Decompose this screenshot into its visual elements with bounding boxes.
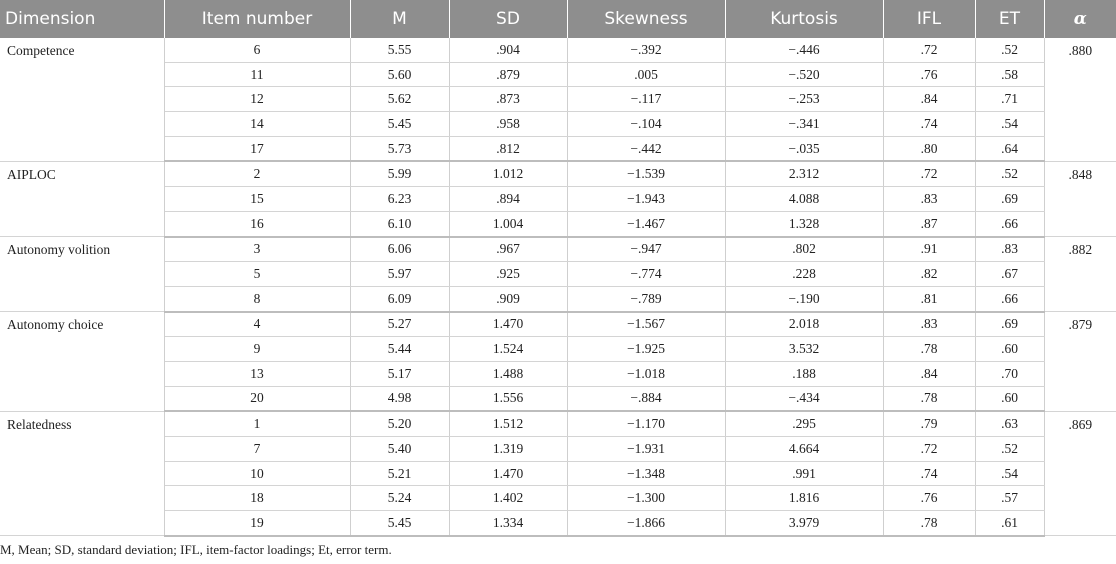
item-number-cell: 17 [164,136,350,161]
sd-cell: .879 [449,62,567,87]
item-number-cell: 2 [164,161,350,186]
et-cell: .57 [975,486,1044,511]
et-cell: .54 [975,461,1044,486]
et-cell: .69 [975,312,1044,337]
ifl-cell: .80 [883,136,975,161]
table-row [0,411,1116,436]
item-number-cell: 13 [164,361,350,386]
table-row [0,87,1116,112]
header-ifl: IFL [883,0,975,38]
et-cell: .61 [975,511,1044,536]
sd-cell: 1.012 [449,161,567,186]
ifl-cell: .82 [883,262,975,287]
ifl-cell: .81 [883,286,975,311]
kurtosis-cell: −.434 [725,386,883,411]
kurtosis-cell: −.190 [725,286,883,311]
sd-cell: .873 [449,87,567,112]
kurtosis-cell: −.520 [725,62,883,87]
table-row [0,312,1116,337]
item-number-cell: 11 [164,62,350,87]
ifl-cell: .83 [883,187,975,212]
kurtosis-cell: .991 [725,461,883,486]
et-cell: .66 [975,286,1044,311]
ifl-cell: .78 [883,386,975,411]
table-row [0,187,1116,212]
table-row [0,286,1116,311]
ifl-cell: .74 [883,112,975,137]
ifl-cell: .83 [883,312,975,337]
sd-cell: 1.334 [449,511,567,536]
skewness-cell: −1.467 [567,211,725,236]
kurtosis-cell: 1.816 [725,486,883,511]
mean-cell: 5.73 [350,136,449,161]
kurtosis-cell: .188 [725,361,883,386]
kurtosis-cell: 4.664 [725,437,883,462]
ifl-cell: .72 [883,437,975,462]
table-row [0,161,1116,186]
mean-cell: 5.55 [350,38,449,62]
sd-cell: .909 [449,286,567,311]
dimension-cell: Autonomy volition [0,237,164,312]
skewness-cell: −1.866 [567,511,725,536]
table-row [0,337,1116,362]
item-number-cell: 1 [164,411,350,436]
table-row [0,211,1116,236]
sd-cell: .958 [449,112,567,137]
skewness-cell: −.117 [567,87,725,112]
item-number-cell: 4 [164,312,350,337]
mean-cell: 4.98 [350,386,449,411]
header-et: ET [975,0,1044,38]
sd-cell: 1.470 [449,461,567,486]
skewness-cell: −1.018 [567,361,725,386]
item-number-cell: 9 [164,337,350,362]
mean-cell: 6.23 [350,187,449,212]
sd-cell: .967 [449,237,567,262]
mean-cell: 5.62 [350,87,449,112]
sd-cell: 1.488 [449,361,567,386]
item-number-cell: 3 [164,237,350,262]
item-number-cell: 8 [164,286,350,311]
kurtosis-cell: .802 [725,237,883,262]
ifl-cell: .91 [883,237,975,262]
kurtosis-cell: −.253 [725,87,883,112]
kurtosis-cell: −.035 [725,136,883,161]
et-cell: .64 [975,136,1044,161]
item-number-cell: 5 [164,262,350,287]
ifl-cell: .78 [883,511,975,536]
dimension-cell: Autonomy choice [0,312,164,412]
table-row [0,486,1116,511]
mean-cell: 5.17 [350,361,449,386]
kurtosis-cell: 4.088 [725,187,883,212]
skewness-cell: −1.925 [567,337,725,362]
item-number-cell: 15 [164,187,350,212]
sd-cell: 1.004 [449,211,567,236]
ifl-cell: .72 [883,38,975,62]
et-cell: .71 [975,87,1044,112]
kurtosis-cell: .295 [725,411,883,436]
dimension-cell: AIPLOC [0,161,164,236]
kurtosis-cell: 2.312 [725,161,883,186]
skewness-cell: −1.348 [567,461,725,486]
dimension-cell: Competence [0,38,164,161]
et-cell: .70 [975,361,1044,386]
item-number-cell: 20 [164,386,350,411]
dimension-cell: Relatedness [0,411,164,535]
et-cell: .69 [975,187,1044,212]
skewness-cell: −.789 [567,286,725,311]
header-item-number: Item number [164,0,350,38]
sd-cell: 1.402 [449,486,567,511]
sd-cell: .894 [449,187,567,212]
sd-cell: .904 [449,38,567,62]
skewness-cell: .005 [567,62,725,87]
skewness-cell: −.392 [567,38,725,62]
mean-cell: 5.99 [350,161,449,186]
et-cell: .58 [975,62,1044,87]
item-number-cell: 7 [164,437,350,462]
skewness-cell: −1.567 [567,312,725,337]
skewness-cell: −.774 [567,262,725,287]
mean-cell: 5.60 [350,62,449,87]
ifl-cell: .76 [883,486,975,511]
skewness-cell: −1.931 [567,437,725,462]
ifl-cell: .76 [883,62,975,87]
table-row [0,38,1116,62]
et-cell: .63 [975,411,1044,436]
et-cell: .60 [975,386,1044,411]
kurtosis-cell: −.341 [725,112,883,137]
item-number-cell: 18 [164,486,350,511]
kurtosis-cell: 2.018 [725,312,883,337]
table-row [0,62,1116,87]
item-number-cell: 14 [164,112,350,137]
kurtosis-cell: .228 [725,262,883,287]
kurtosis-cell: −.446 [725,38,883,62]
sd-cell: 1.470 [449,312,567,337]
skewness-cell: −1.539 [567,161,725,186]
mean-cell: 5.40 [350,437,449,462]
alpha-cell: .880 [1044,38,1116,161]
header-kurtosis: Kurtosis [725,0,883,38]
header-sd: SD [449,0,567,38]
sd-cell: 1.512 [449,411,567,436]
et-cell: .52 [975,161,1044,186]
alpha-cell: .879 [1044,312,1116,412]
table-row [0,262,1116,287]
et-cell: .66 [975,211,1044,236]
mean-cell: 6.06 [350,237,449,262]
mean-cell: 5.20 [350,411,449,436]
mean-cell: 5.45 [350,511,449,536]
et-cell: .52 [975,437,1044,462]
skewness-cell: −1.170 [567,411,725,436]
item-number-cell: 6 [164,38,350,62]
table-row [0,237,1116,262]
table-row [0,461,1116,486]
mean-cell: 6.10 [350,211,449,236]
table-row [0,361,1116,386]
et-cell: .83 [975,237,1044,262]
header-row [0,0,1116,38]
kurtosis-cell: 3.979 [725,511,883,536]
header-dimension: Dimension [0,0,164,38]
mean-cell: 6.09 [350,286,449,311]
sd-cell: 1.319 [449,437,567,462]
sd-cell: .812 [449,136,567,161]
header-alpha: α [1044,0,1116,38]
skewness-cell: −1.943 [567,187,725,212]
ifl-cell: .84 [883,361,975,386]
mean-cell: 5.97 [350,262,449,287]
table-row [0,437,1116,462]
kurtosis-cell: 1.328 [725,211,883,236]
header-skewness: Skewness [567,0,725,38]
et-cell: .67 [975,262,1044,287]
ifl-cell: .74 [883,461,975,486]
alpha-cell: .869 [1044,411,1116,535]
skewness-cell: −.947 [567,237,725,262]
mean-cell: 5.44 [350,337,449,362]
table-row [0,386,1116,411]
alpha-cell: .882 [1044,237,1116,312]
table-body [0,38,1116,536]
mean-cell: 5.27 [350,312,449,337]
skewness-cell: −.442 [567,136,725,161]
ifl-cell: .79 [883,411,975,436]
mean-cell: 5.45 [350,112,449,137]
table-row [0,511,1116,536]
sd-cell: .925 [449,262,567,287]
et-cell: .54 [975,112,1044,137]
item-number-cell: 12 [164,87,350,112]
item-number-cell: 16 [164,211,350,236]
ifl-cell: .72 [883,161,975,186]
item-number-cell: 19 [164,511,350,536]
table-row [0,136,1116,161]
et-cell: .52 [975,38,1044,62]
header-mean: M [350,0,449,38]
skewness-cell: −.104 [567,112,725,137]
et-cell: .60 [975,337,1044,362]
alpha-cell: .848 [1044,161,1116,236]
table-row [0,112,1116,137]
skewness-cell: −1.300 [567,486,725,511]
sd-cell: 1.524 [449,337,567,362]
mean-cell: 5.24 [350,486,449,511]
sd-cell: 1.556 [449,386,567,411]
ifl-cell: .84 [883,87,975,112]
kurtosis-cell: 3.532 [725,337,883,362]
ifl-cell: .87 [883,211,975,236]
ifl-cell: .78 [883,337,975,362]
table-footnote: M, Mean; SD, standard deviation; IFL, item-factor loadings; Et, error term. [0,542,392,557]
skewness-cell: −.884 [567,386,725,411]
item-number-cell: 10 [164,461,350,486]
mean-cell: 5.21 [350,461,449,486]
